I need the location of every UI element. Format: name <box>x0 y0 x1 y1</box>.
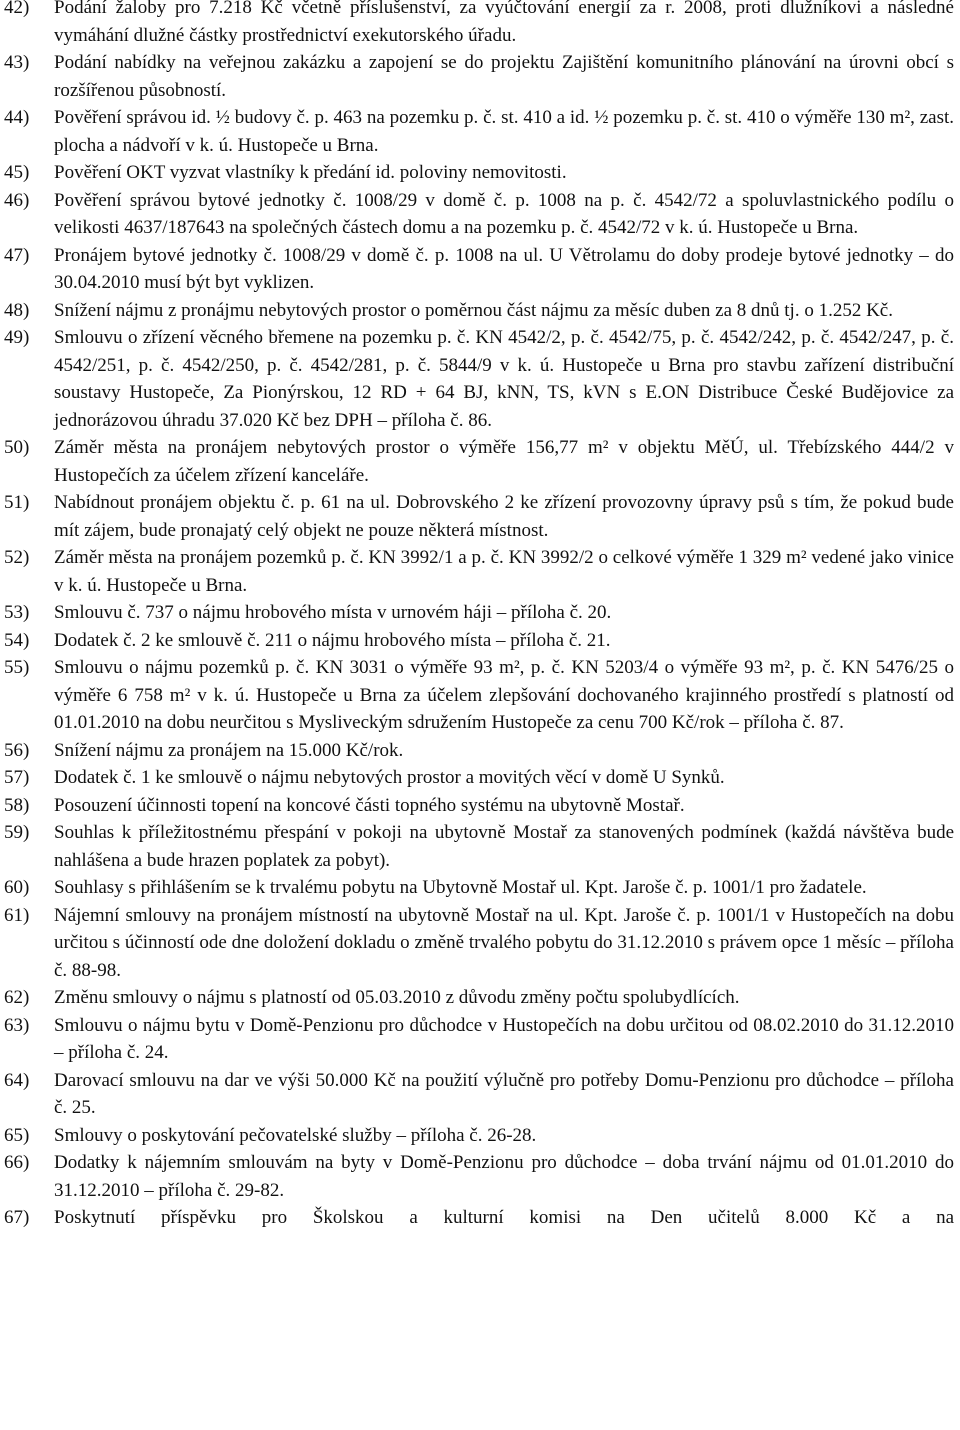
item-text: Změnu smlouvy o nájmu s platností od 05.03.2010 z důvodu změny počtu spolubydlících. <box>54 987 740 1008</box>
item-number: 48) <box>4 299 30 321</box>
list-item <box>4 49 954 104</box>
item-text: Dodatek č. 2 ke smlouvě č. 211 o nájmu hrobového místa – příloha č. 21. <box>54 629 611 651</box>
list-item <box>4 324 954 434</box>
item-number: 53) <box>4 602 30 623</box>
item-text: Darovací smlouvu na dar ve výši 50.000 Kč na použití výlučně pro potřeby Domu-Penzionu pro důchodce – příloha č. 25. <box>54 1069 954 1118</box>
list-item <box>4 297 954 325</box>
item-text: Pověření správou bytové jednotky č. 1008/29 v domě č. p. 1008 na p. č. 4542/72 a spoluvlastnického podílu o velikosti 4637/187643 na společných částech domu a na pozemku p. č. 4542/72 v k. ú. Hustopeče u Brna. <box>54 189 954 238</box>
list-item <box>4 242 954 297</box>
item-text: Souhlasy s přihlášením se k trvalému pobytu na Ubytovně Mostař ul. Kpt. Jaroše č. p. 1001/1 pro žadatele. <box>54 877 867 898</box>
list-item <box>4 1122 954 1150</box>
item-text: Záměr města na pronájem nebytových prostor o výměře 156,77 m² v objektu MěÚ, ul. Třebízského 444/2 v Hustopečích za účelem zřízení kanceláře. <box>54 437 954 486</box>
item-text: Nabídnout pronájem objektu č. p. 61 na ul. Dobrovského 2 ke zřízení provozovny úpravy psů s tím, že pokud bude mít zájem, bude pronajatý celý objekt ne pouze některá místnost. <box>54 492 954 541</box>
list-item <box>4 489 954 544</box>
item-number: 44) <box>4 107 30 128</box>
item-text: Pronájem bytové jednotky č. 1008/29 v domě č. p. 1008 na ul. U Větrolamu do doby prodeje bytové jednotky – do 30.04.2010 musí být byt vyklizen. <box>54 244 954 293</box>
list-item <box>4 1204 954 1232</box>
item-number: 49) <box>4 327 30 348</box>
item-number: 55) <box>4 657 30 678</box>
item-number: 60) <box>4 877 30 898</box>
list-item <box>4 764 954 792</box>
list-item <box>4 874 954 902</box>
list-item <box>4 544 954 599</box>
item-number: 66) <box>4 1152 30 1173</box>
item-text: Snížení nájmu z pronájmu nebytových prostor o poměrnou část nájmu za měsíc duben za 8 dnů tj. o 1.252 Kč. <box>54 299 893 321</box>
item-number: 65) <box>4 1124 30 1146</box>
list-item <box>4 819 954 874</box>
list-item <box>4 159 954 187</box>
list-item <box>4 1067 954 1122</box>
item-number: 47) <box>4 244 30 266</box>
item-text: Snížení nájmu za pronájem na 15.000 Kč/rok. <box>54 739 404 761</box>
item-text: Smlouvu č. 737 o nájmu hrobového místa v urnovém háji – příloha č. 20. <box>54 602 612 623</box>
list-item <box>4 902 954 985</box>
item-text: Pověření OKT vyzvat vlastníky k předání id. poloviny nemovitosti. <box>54 162 567 183</box>
item-text: Poskytnutí příspěvku pro Školskou a kulturní komisi na Den učitelů 8.000 Kč a na <box>54 1207 954 1228</box>
item-text: Pověření správou id. ½ budovy č. p. 463 na pozemku p. č. st. 410 a id. ½ pozemku p. č. st. 410 o výměře 130 m², zast. plocha a nádvoří v k. ú. Hustopeče u Brna. <box>54 107 954 156</box>
item-number: 52) <box>4 547 30 568</box>
item-number: 45) <box>4 162 30 183</box>
item-text: Podání žaloby pro 7.218 Kč včetně příslušenství, za vyúčtování energií za r. 2008, proti dlužníkovi a následné vymáhání dlužné částky prostřednictví exekutorského úřadu. <box>54 0 954 46</box>
item-number: 58) <box>4 794 30 816</box>
item-text: Nájemní smlouvy na pronájem místností na ubytovně Mostař na ul. Kpt. Jaroše č. p. 1001/1 v Hustopečích na dobu určitou s účinností ode dne doložení dokladu o změně trvalého pobytu do 31.12.2010 s právem opce 1 měsíc – příloha č. 88-98. <box>54 904 954 981</box>
item-text: Smlouvu o nájmu pozemků p. č. KN 3031 o výměře 93 m², p. č. KN 5203/4 o výměře 93 m², p. č. KN 5476/25 o výměře 6 758 m² v k. ú. Hustopeče u Brna za účelem zlepšování dochovaného krajinného prostředí s platností od 01.01.2010 na dobu neurčitou s Mysliveckým sdružením Hustopeče za cenu 700 Kč/rok – příloha č. 87. <box>54 657 954 733</box>
item-number: 67) <box>4 1207 30 1228</box>
item-number: 62) <box>4 987 30 1008</box>
list-item <box>4 737 954 765</box>
item-text: Posouzení účinnosti topení na koncové části topného systému na ubytovně Mostař. <box>54 794 685 816</box>
item-number: 43) <box>4 52 30 73</box>
list-item <box>4 627 954 655</box>
item-text: Dodatek č. 1 ke smlouvě o nájmu nebytových prostor a movitých věcí v domě U Synků. <box>54 767 725 788</box>
item-text: Podání nabídky na veřejnou zakázku a zapojení se do projektu Zajištění komunitního plánování na úrovni obcí s rozšířenou působností. <box>54 52 954 101</box>
item-text: Smlouvy o poskytování pečovatelské služby – příloha č. 26-28. <box>54 1124 537 1146</box>
list-item <box>4 792 954 820</box>
item-text: Smlouvu o nájmu bytu v Domě-Penzionu pro důchodce v Hustopečích na dobu určitou od 08.02.2010 do 31.12.2010 – příloha č. 24. <box>54 1014 954 1063</box>
list-item <box>4 187 954 242</box>
list-item <box>4 1012 954 1067</box>
item-number: 56) <box>4 739 30 761</box>
list-item <box>4 654 954 737</box>
item-number: 42) <box>4 0 30 18</box>
item-number: 61) <box>4 904 30 926</box>
item-number: 63) <box>4 1014 30 1036</box>
list-item <box>4 599 954 627</box>
item-text: Záměr města na pronájem pozemků p. č. KN 3992/1 a p. č. KN 3992/2 o celkové výměře 1 329 m² vedené jako vinice v k. ú. Hustopeče u Brna. <box>54 547 954 596</box>
item-text: Souhlas k příležitostnému přespání v pokoji na ubytovně Mostař za stanovených podmínek (každá návštěva bude nahlášena a bude hrazen poplatek za pobyt). <box>54 822 954 871</box>
item-number: 50) <box>4 437 30 458</box>
item-number: 51) <box>4 492 30 513</box>
list-item <box>4 1149 954 1204</box>
item-number: 64) <box>4 1069 30 1091</box>
item-number: 59) <box>4 822 30 843</box>
list-item <box>4 0 954 49</box>
list-item <box>4 104 954 159</box>
item-number: 46) <box>4 189 30 211</box>
list-item <box>4 434 954 489</box>
item-text: Smlouvu o zřízení věcného břemene na pozemku p. č. KN 4542/2, p. č. 4542/75, p. č. 4542/242, p. č. 4542/247, p. č. 4542/251, p. č. 4542/250, p. č. 4542/281, p. č. 5844/9 v k. ú. Hustopeče u Brna pro stavbu zařízení distribuční soustavy Hustopeče, Za Pionýrskou, 12 RD + 64 BJ, kNN, TS, kVN s E.ON Distribuce České Budějovice za jednorázovou úhradu 37.020 Kč bez DPH – příloha č. 86. <box>54 327 954 431</box>
list-item <box>4 984 954 1012</box>
item-text: Dodatky k nájemním smlouvám na byty v Domě-Penzionu pro důchodce – doba trvání nájmu od 01.01.2010 do 31.12.2010 – příloha č. 29-82. <box>54 1152 954 1201</box>
item-number: 57) <box>4 767 30 788</box>
item-number: 54) <box>4 629 30 651</box>
